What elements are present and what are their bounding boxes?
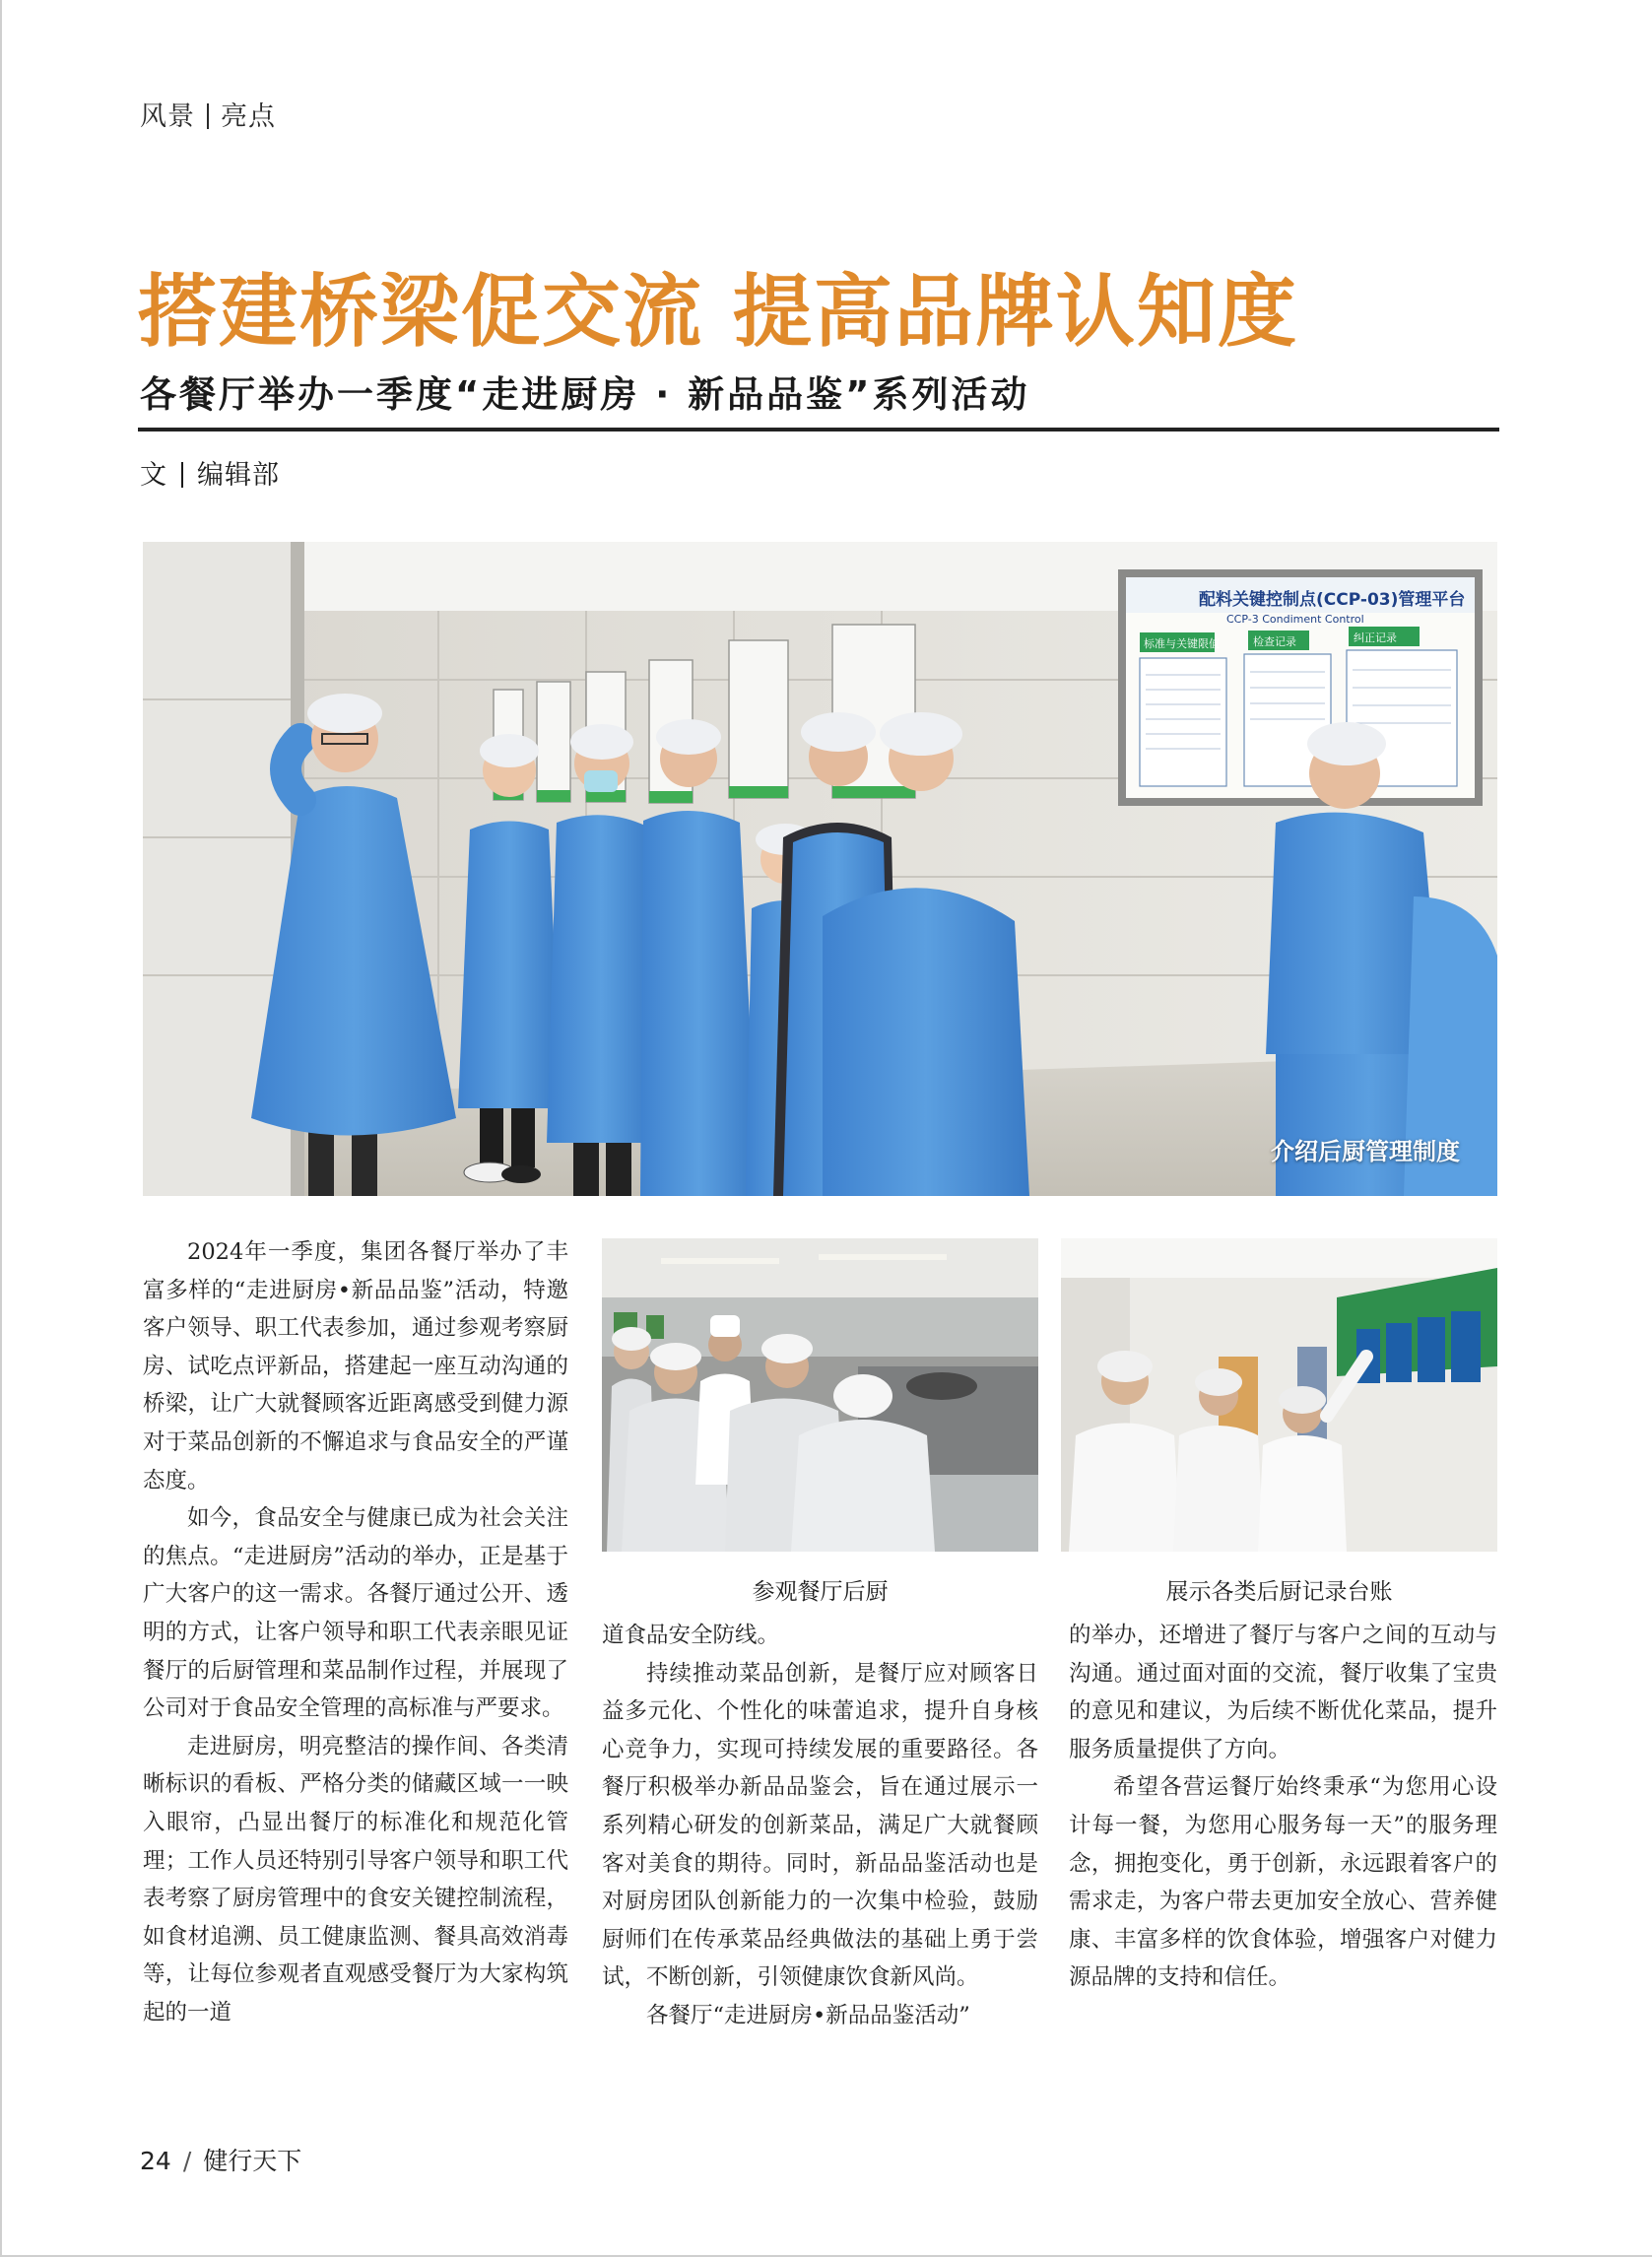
records-display-caption: 展示各类后厨记录台账 <box>1165 1579 1393 1605</box>
board-heading-en: CCP-3 Condiment Control <box>1226 613 1364 626</box>
body-column-1 <box>143 1233 568 2031</box>
body-column-2 <box>602 1617 1038 2035</box>
hero-photo <box>143 542 1497 1196</box>
byline-author: 编辑部 <box>197 460 280 491</box>
kitchen-visit-photo <box>602 1238 1038 1552</box>
board-tab-2: 检查记录 <box>1253 635 1296 648</box>
col2-paragraph-2: 持续推动菜品创新，是餐厅应对顾客日益多元化、个性化的味蕾追求，提升自身核心竞争力，实现可持续发展的重要路径。各餐厅积极举办新品品鉴会，旨在通过展示一系列精心研发的创新菜品，满足广大就餐顾客对美食的期待。同时，新品品鉴活动也是对厨房团队创新能力的一次集中检验，鼓励厨师们在传承菜品经典做法的基础上勇于尝试，不断创新，引领健康饮食新风尚。 <box>602 1660 1038 1991</box>
footer-slash: / <box>182 2147 192 2175</box>
body-column-3 <box>1069 1617 1497 1997</box>
page-number: 24 <box>140 2147 171 2175</box>
records-display-illustration <box>1061 1238 1497 1552</box>
hero-photo-illustration <box>143 542 1497 1196</box>
byline-divider <box>181 462 183 488</box>
byline-label: 文 <box>140 460 167 491</box>
section-tag <box>140 95 276 133</box>
publication-name: 健行天下 <box>203 2147 302 2175</box>
kitchen-visit-caption: 参观餐厅后厨 <box>752 1579 889 1605</box>
hero-caption: 介绍后厨管理制度 <box>1271 1138 1460 1165</box>
subsection-name: 亮点 <box>221 101 276 132</box>
title-divider <box>138 428 1499 431</box>
col1-paragraph-1: 2024年一季度，集团各餐厅举办了丰富多样的“走进厨房•新品品鉴”活动，特邀客户领导、职工代表参加，通过参观考察厨房、试吃点评新品，搭建起一座互动沟通的桥梁，让广大就餐顾客近距离感受到健力源对于菜品创新的不懈追求与食品安全的严谨态度。 <box>143 1239 568 1494</box>
board-tab-3: 纠正记录 <box>1354 631 1397 644</box>
col3-paragraph-2: 希望各营运餐厅始终秉承“为您用心设计每一餐，为您用心服务每一天”的服务理念，拥抱变化，勇于创新，永远跟着客户的需求走，为客户带去更加安全放心、营养健康、丰富多样的饮食体验，增强客户对健力源品牌的支持和信任。 <box>1069 1774 1497 1991</box>
section-name: 风景 <box>140 101 195 132</box>
col1-paragraph-2: 如今，食品安全与健康已成为社会关注的焦点。“走进厨房”活动的举办，正是基于广大客户的这一需求。各餐厅通过公开、透明的方式，让客户领导和职工代表亲眼见证餐厅的后厨管理和菜品制作过程，并展现了公司对于食品安全管理的高标准与严要求。 <box>143 1505 568 1722</box>
col3-paragraph-1: 的举办，还增进了餐厅与客户之间的互动与沟通。通过面对面的交流，餐厅收集了宝贵的意见和建议，为后续不断优化菜品，提升服务质量提供了方向。 <box>1069 1623 1497 1762</box>
board-heading: 配料关键控制点(CCP-03)管理平台 <box>1199 590 1466 610</box>
article-title: 搭建桥梁促交流 提高品牌认知度 <box>138 265 1298 358</box>
col1-paragraph-3: 走进厨房，明亮整洁的操作间、各类清晰标识的看板、严格分类的储藏区域一一映入眼帘，凸显出餐厅的标准化和规范化管理；工作人员还特别引导客户领导和职工代表考察了厨房管理中的食安关键控制流程，如食材追溯、员工健康监测、餐具高效消毒等，让每位参观者直观感受餐厅为大家构筑起的一道 <box>143 1733 568 2025</box>
board-tab-1: 标准与关键限值 <box>1144 637 1220 650</box>
section-divider <box>207 103 209 129</box>
col2-paragraph-3: 各餐厅“走进厨房•新品品鉴活动” <box>646 2002 970 2028</box>
records-display-photo <box>1061 1238 1497 1552</box>
col2-paragraph-1: 道食品安全防线。 <box>602 1623 780 1648</box>
kitchen-visit-illustration <box>602 1238 1038 1552</box>
byline <box>140 453 280 492</box>
article-subtitle: 各餐厅举办一季度“走进厨房 · 新品品鉴”系列活动 <box>140 373 1030 416</box>
page-footer <box>140 2142 301 2177</box>
